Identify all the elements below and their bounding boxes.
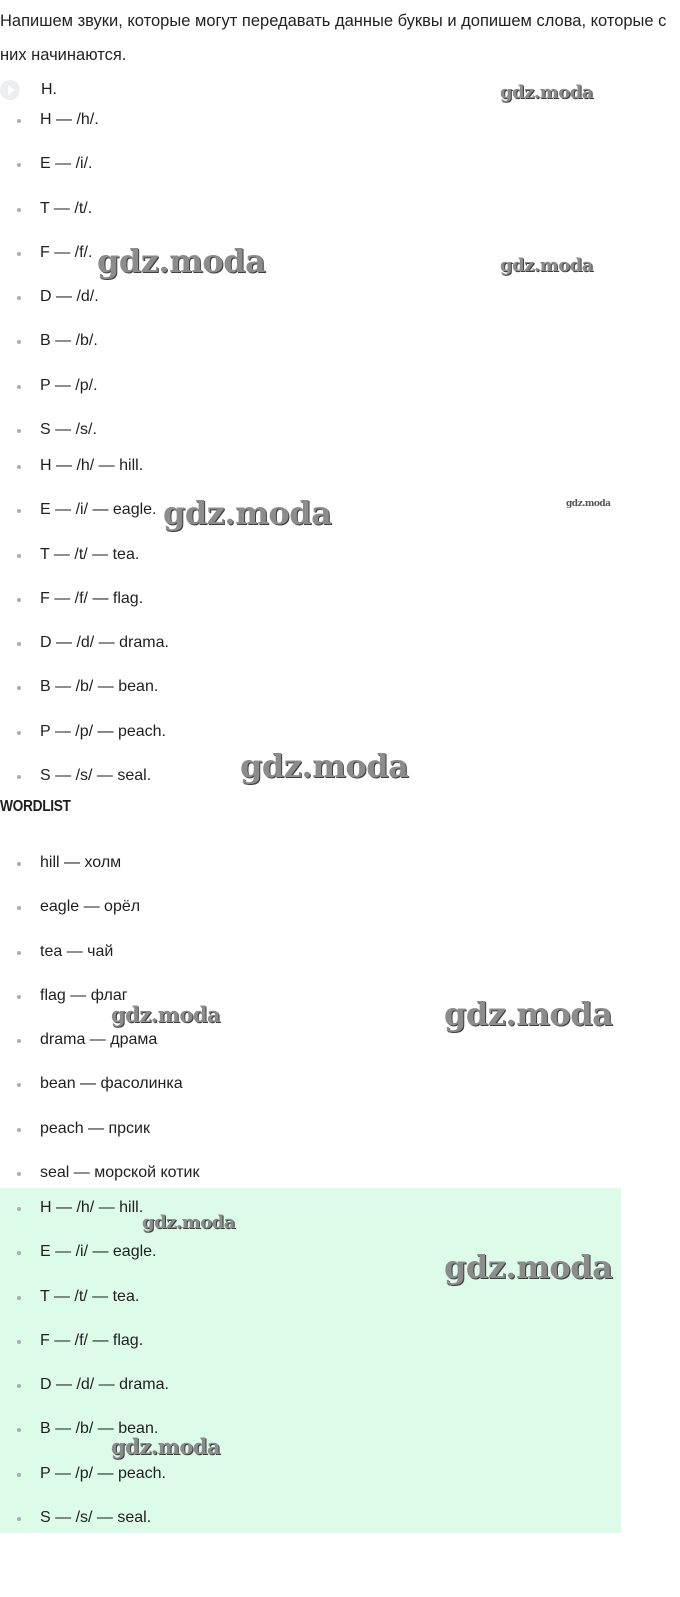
watermark: gdz.moda xyxy=(444,1248,613,1286)
list-item: P — /p/. xyxy=(0,376,640,420)
list-item: P — /p/ — peach. xyxy=(0,722,640,766)
list-item: D — /d/ — drama. xyxy=(0,1375,640,1419)
bullet-icon xyxy=(17,951,21,955)
bullet-icon xyxy=(17,554,21,558)
list-item: T — /t/. xyxy=(0,199,640,243)
bullet-icon xyxy=(17,119,21,123)
list-item: F — /f/ — flag. xyxy=(0,1331,640,1375)
list-item: E — /i/ — eagle. xyxy=(0,1242,640,1286)
list-item: E — /i/. xyxy=(0,154,640,198)
list-item: D — /d/. xyxy=(0,287,640,331)
list-item: S — /s/ — seal. xyxy=(0,1508,640,1552)
bullet-icon xyxy=(17,1128,21,1132)
bullet-icon xyxy=(17,1296,21,1300)
list-item: F — /f/. xyxy=(0,243,640,287)
list-item: B — /b/. xyxy=(0,331,640,375)
list-item: S — /s/ — seal. xyxy=(0,766,640,810)
list-item: H — /h/ — hill. xyxy=(0,456,640,500)
bullet-icon xyxy=(17,1517,21,1521)
bullet-icon xyxy=(17,208,21,212)
list-item: T — /t/ — tea. xyxy=(0,545,640,589)
list-item: tea — чай xyxy=(0,942,640,986)
bullet-icon xyxy=(17,385,21,389)
list-item: H — /h/ — hill. xyxy=(0,1198,640,1242)
bullet-icon xyxy=(17,429,21,433)
bullet-icon xyxy=(17,252,21,256)
bullet-icon xyxy=(17,1172,21,1176)
list-item: bean — фасолинка xyxy=(0,1074,640,1118)
list-item: H — /h/. xyxy=(0,110,640,154)
bullet-icon xyxy=(17,906,21,910)
bullet-icon xyxy=(17,731,21,735)
bullet-icon xyxy=(17,1251,21,1255)
watermark: gdz.moda xyxy=(240,747,409,785)
list-item: T — /t/ — tea. xyxy=(0,1287,640,1331)
bullet-icon xyxy=(17,598,21,602)
bullet-icon xyxy=(17,1039,21,1043)
watermark: gdz.moda xyxy=(111,1002,221,1027)
list-item: hill — холм xyxy=(0,853,640,897)
list-item: flag — флаг xyxy=(0,986,640,1030)
watermark: gdz.moda xyxy=(111,1434,221,1459)
bullet-icon xyxy=(17,1083,21,1087)
bullet-icon xyxy=(17,862,21,866)
list-item: S — /s/. xyxy=(0,420,640,464)
watermark: gdz.moda xyxy=(163,494,332,532)
bullet-icon xyxy=(17,686,21,690)
wordlist-heading: WORDLIST xyxy=(0,798,71,815)
bullet-icon xyxy=(17,340,21,344)
bullet-icon xyxy=(17,1384,21,1388)
list-item: E — /i/ — eagle. xyxy=(0,500,640,544)
play-audio-icon[interactable] xyxy=(0,80,20,100)
list-item: P — /p/ — peach. xyxy=(0,1464,640,1508)
list-item: B — /b/ — bean. xyxy=(0,677,640,721)
sounds-list xyxy=(0,110,640,464)
bullet-icon xyxy=(17,465,21,469)
bullet-icon xyxy=(17,1428,21,1432)
first-letter-label: H. xyxy=(41,81,57,98)
list-item: peach — прсик xyxy=(0,1119,640,1163)
task-intro-text: Напишем звуки, которые могут передавать данные буквы и допишем слова, которые с них начинаются. xyxy=(0,12,667,64)
bullet-icon xyxy=(17,1340,21,1344)
bullet-icon xyxy=(17,775,21,779)
bullet-icon xyxy=(17,1207,21,1211)
watermark: gdz.moda xyxy=(142,1212,235,1233)
list-item: D — /d/ — drama. xyxy=(0,633,640,677)
watermark: gdz.moda xyxy=(97,242,266,280)
list-item: eagle — орёл xyxy=(0,897,640,941)
watermark: gdz.moda xyxy=(500,255,593,276)
bullet-icon xyxy=(17,296,21,300)
list-item: F — /f/ — flag. xyxy=(0,589,640,633)
bullet-icon xyxy=(17,642,21,646)
bullet-icon xyxy=(17,1473,21,1477)
bullet-icon xyxy=(17,995,21,999)
list-item: seal — морской котик xyxy=(0,1163,640,1207)
list-item: drama — драма xyxy=(0,1030,640,1074)
bullet-icon xyxy=(17,163,21,167)
watermark: gdz.moda xyxy=(566,499,611,509)
bullet-icon xyxy=(17,509,21,513)
watermark: gdz.moda xyxy=(444,995,613,1033)
list-item: B — /b/ — bean. xyxy=(0,1419,640,1463)
watermark: gdz.moda xyxy=(500,82,593,103)
